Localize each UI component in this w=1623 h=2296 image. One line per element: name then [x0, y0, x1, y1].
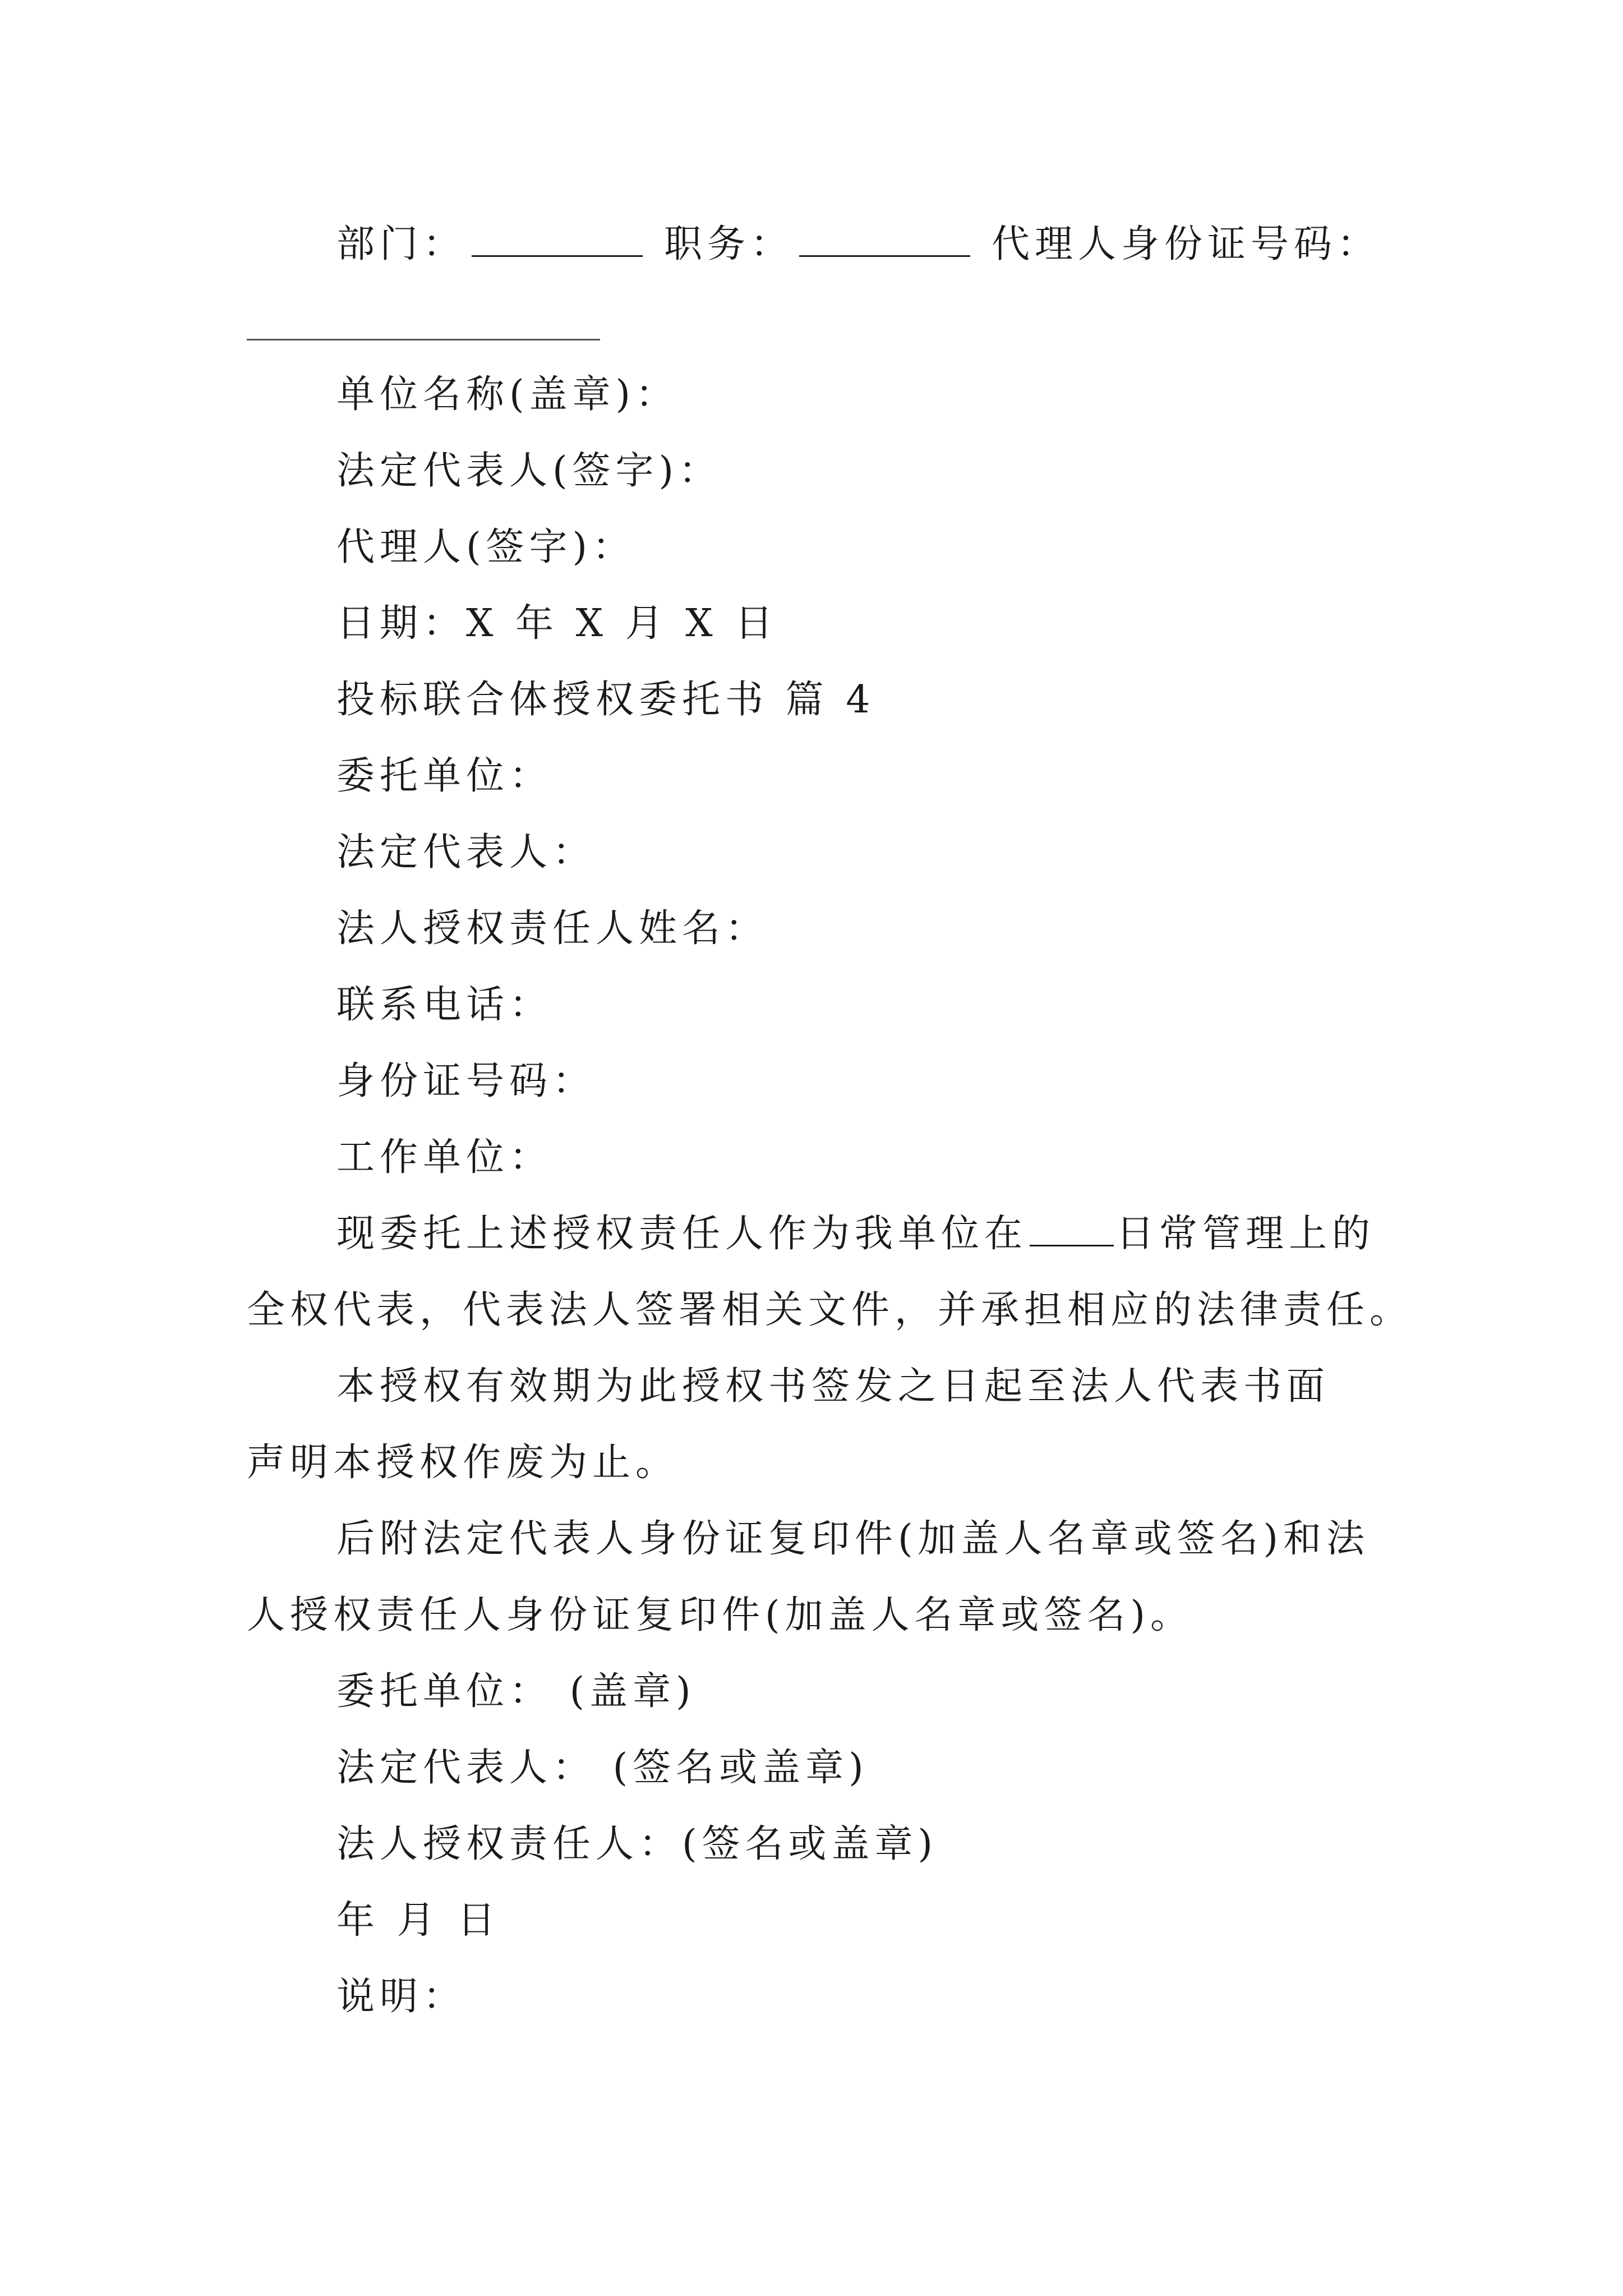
legal-rep-sign-line: 法定代表人(签字)： — [336, 449, 722, 493]
field-responsible-name: 法人授权责任人姓名： — [336, 907, 769, 951]
paragraph-1-line-1 — [336, 1212, 1376, 1256]
header-row — [336, 222, 1381, 266]
position-label: 职务： — [664, 222, 794, 266]
paragraph-3-line-1: 后附法定代表人身份证复印件(加盖人名章或签名)和法 — [336, 1517, 1370, 1561]
paragraph-1-text-b: 日常管理上的 — [1116, 1212, 1376, 1256]
paragraph-2-line-2: 声明本授权作废为止。 — [247, 1441, 679, 1485]
sign-entrust-unit: 委托单位： (盖章) — [336, 1669, 696, 1714]
paragraph-1-blank — [1030, 1244, 1114, 1246]
field-legal-rep: 法定代表人： — [336, 830, 596, 875]
sign-date: 年 月 日 — [336, 1898, 501, 1943]
field-phone: 联系电话： — [336, 983, 553, 1027]
section-title: 投标联合体授权委托书 篇 4 — [336, 678, 875, 722]
dept-blank — [472, 255, 643, 257]
agent-id-label: 代理人身份证号码： — [992, 222, 1381, 266]
position-blank — [799, 255, 970, 257]
date-line: 日期：X 年 X 月 X 日 — [336, 601, 778, 646]
sign-responsible: 法人授权责任人：(签名或盖章) — [336, 1822, 938, 1866]
unit-name-line: 单位名称(盖章)： — [336, 372, 679, 417]
paragraph-3-line-2: 人授权责任人身份证复印件(加盖人名章或签名)。 — [247, 1593, 1194, 1637]
paragraph-1-text-a: 现委托上述授权责任人作为我单位在 — [336, 1212, 1028, 1256]
agent-id-blank — [247, 339, 600, 341]
sign-legal-rep: 法定代表人： (签名或盖章) — [336, 1746, 869, 1790]
field-work-unit: 工作单位： — [336, 1135, 553, 1180]
field-id-number: 身份证号码： — [336, 1059, 596, 1103]
paragraph-2-line-1: 本授权有效期为此授权书签发之日起至法人代表书面 — [336, 1364, 1330, 1409]
agent-sign-line: 代理人(签字)： — [336, 525, 636, 569]
dept-label: 部门： — [336, 222, 467, 266]
note-label: 说明： — [336, 1975, 467, 2019]
paragraph-1-line-2: 全权代表，代表法人签署相关文件，并承担相应的法律责任。 — [247, 1288, 1413, 1332]
field-entrust-unit: 委托单位： — [336, 754, 553, 798]
